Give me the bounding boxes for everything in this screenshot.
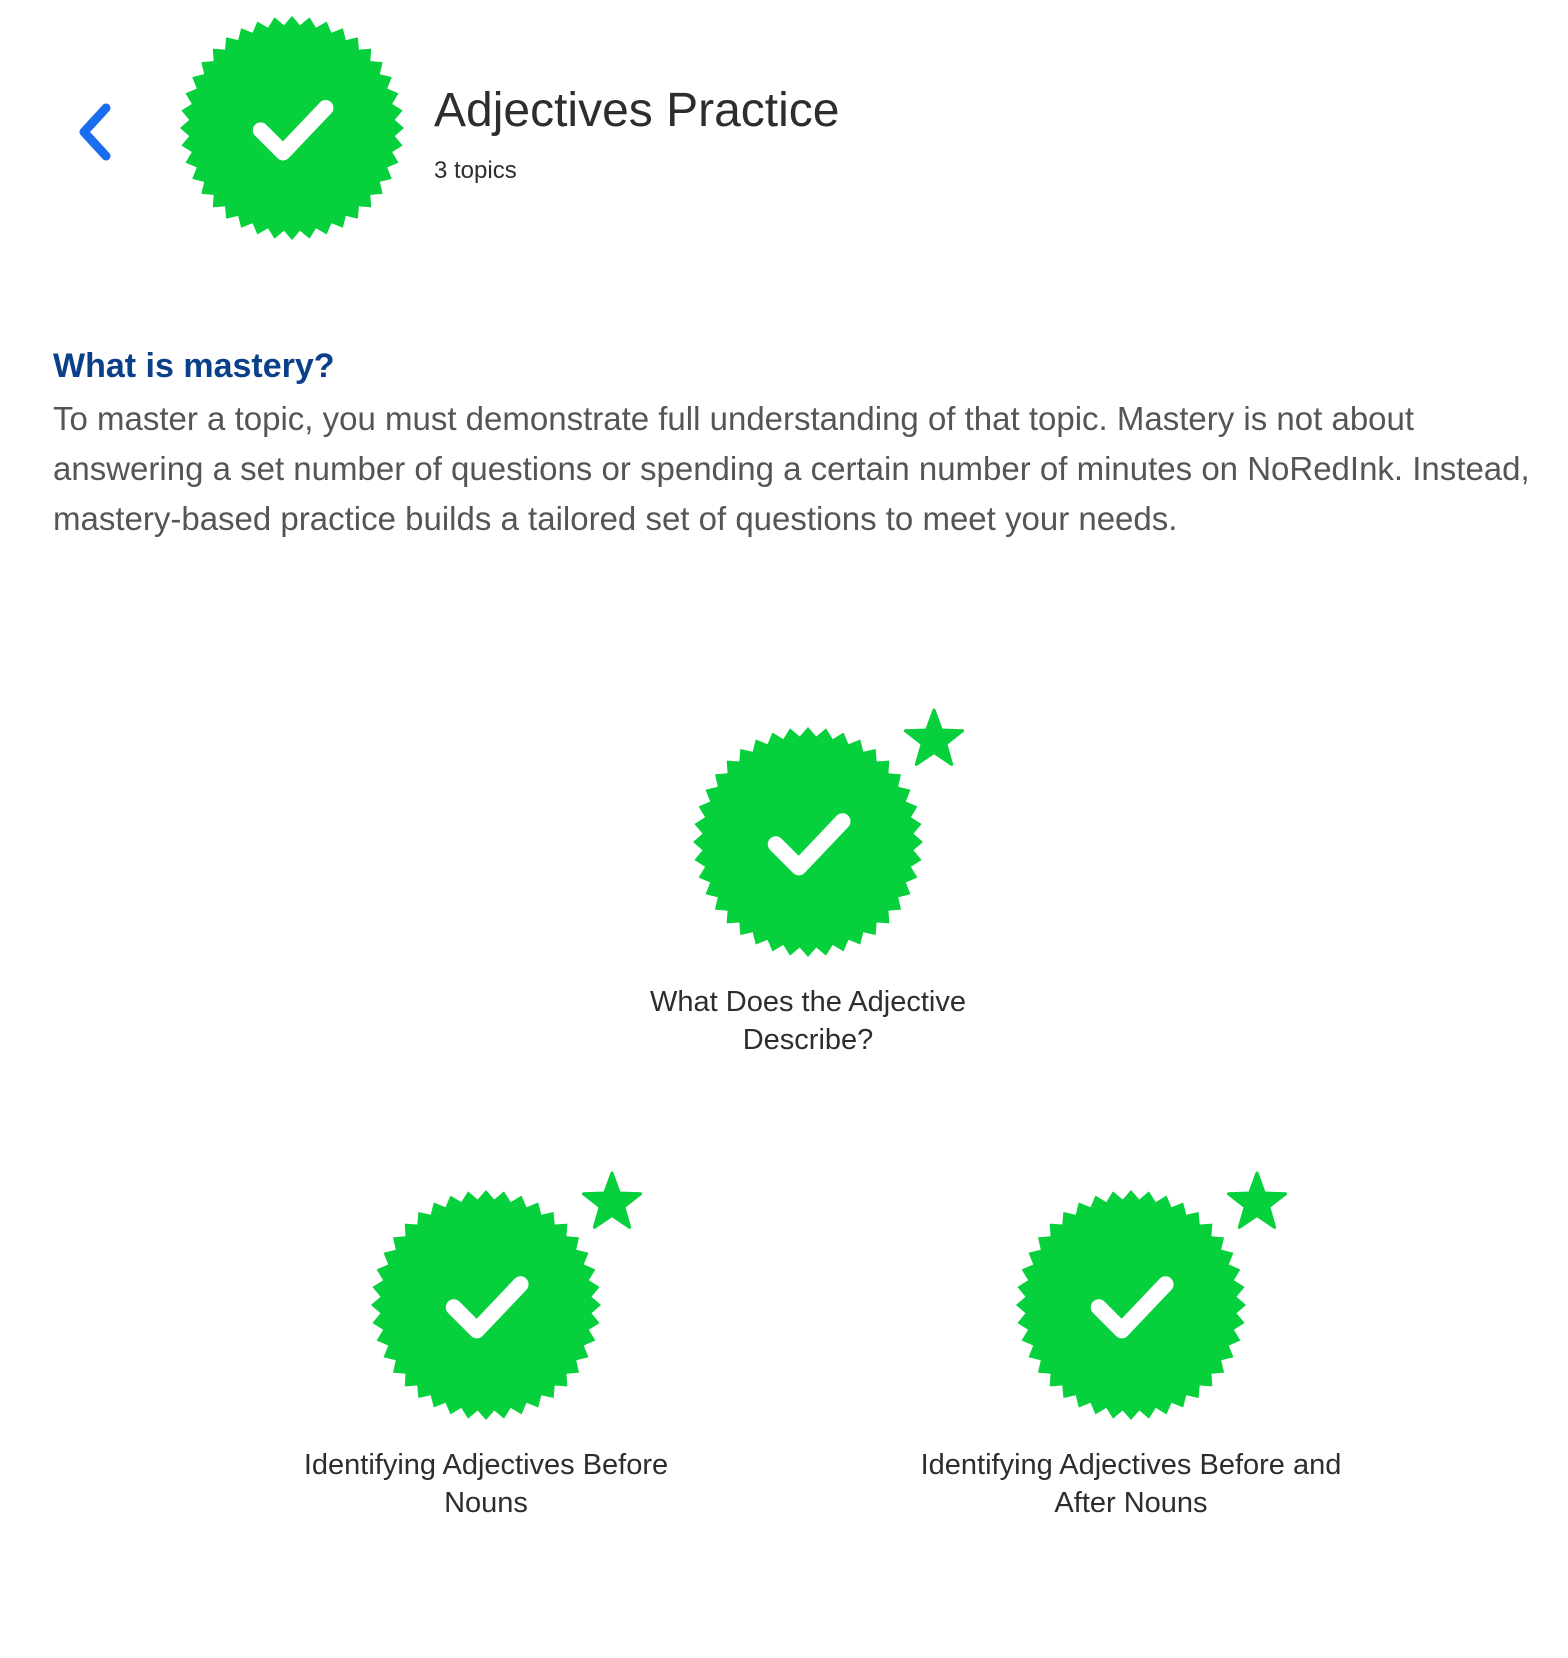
topic-card[interactable] bbox=[266, 1190, 706, 1522]
topic-label: Identifying Adjectives Before Nouns bbox=[303, 1449, 669, 1519]
topic-label: What Does the Adjective Describe? bbox=[650, 986, 966, 1056]
topic-badge-wrap bbox=[371, 1190, 601, 1420]
header-text bbox=[434, 80, 840, 188]
mastery-explanation bbox=[53, 344, 1553, 544]
chevron-left-icon bbox=[70, 100, 122, 164]
topic-count: 3 topics bbox=[434, 157, 517, 184]
page-header bbox=[0, 0, 1568, 260]
star-icon bbox=[581, 1170, 643, 1232]
mastery-description: To master a topic, you must demonstrate full understanding of that topic. Mastery is not about answering a set number of questions or spending a certain number of minutes on NoRedInk. Instead, mastery-based practice builds a tailored set of questions to meet your needs. bbox=[53, 400, 1530, 537]
mastery-badge-icon bbox=[371, 1190, 601, 1420]
back-button[interactable] bbox=[70, 100, 122, 164]
mastery-badge-icon bbox=[693, 727, 923, 957]
topic-card[interactable] bbox=[588, 727, 1028, 1059]
mastery-badge-icon bbox=[180, 16, 404, 240]
mastery-heading: What is mastery? bbox=[53, 347, 335, 385]
topic-badge-wrap bbox=[1016, 1190, 1246, 1420]
mastery-badge-icon bbox=[1016, 1190, 1246, 1420]
topic-card[interactable] bbox=[911, 1190, 1351, 1522]
star-icon bbox=[1226, 1170, 1288, 1232]
topic-badge-wrap bbox=[693, 727, 923, 957]
star-icon bbox=[903, 707, 965, 769]
page-title: Adjectives Practice bbox=[434, 84, 840, 137]
topic-label: Identifying Adjectives Before and After Nouns bbox=[920, 1449, 1342, 1519]
